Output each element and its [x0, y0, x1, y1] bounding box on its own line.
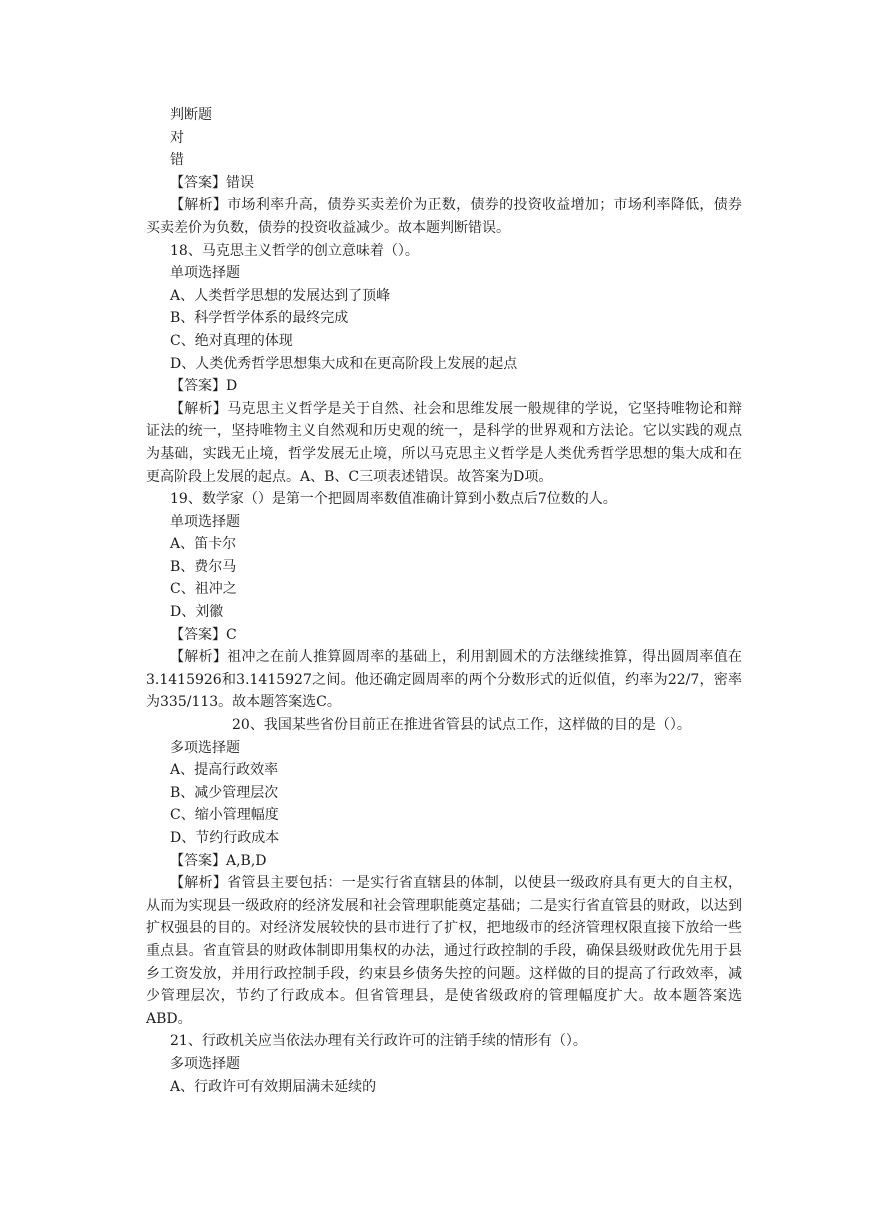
option-b: B、科学哲学体系的最终完成 [170, 310, 349, 327]
question-20 [146, 714, 746, 1030]
answer: 【答案】A,B,D [170, 852, 267, 869]
option-d: D、人类优秀哲学思想集大成和在更高阶段上发展的起点 [170, 355, 518, 372]
option-d: D、刘徽 [170, 604, 224, 621]
option-a: A、提高行政效率 [170, 762, 279, 779]
option-a: A、人类哲学思想的发展达到了顶峰 [170, 287, 391, 304]
question-17-tail [146, 104, 746, 240]
option-a: A、笛卡尔 [170, 536, 237, 553]
analysis: 【解析】祖冲之在前人推算圆周率的基础上，利用割圆术的方法继续推算，得出圆周率值在3.1415926和3.1415927之间。他还确定圆周率的两个分数形式的近似值，约率为22/7，密率为335/113。故本题答案选C。 [146, 649, 742, 711]
option-true: 对 [170, 129, 184, 146]
analysis: 【解析】市场利率升高，债券买卖差价为正数，债券的投资收益增加；市场利率降低，债券买卖差价为负数，债券的投资收益减少。故本题判断错误。 [146, 197, 742, 236]
question-type: 多项选择题 [170, 1055, 240, 1072]
analysis: 【解析】马克思主义哲学是关于自然、社会和思维发展一般规律的学说，它坚持唯物论和辩证法的统一，坚持唯物主义自然观和历史观的统一，是科学的世界观和方法论。它以实践的观点为基础，实践无止境，哲学发展无止境，所以马克思主义哲学是人类优秀哲学思想的集大成和在更高阶段上发展的起点。A、B、C三项表述错误。故答案为D项。 [146, 400, 742, 485]
answer: 【答案】错误 [170, 174, 254, 191]
option-c: C、祖冲之 [170, 581, 237, 598]
answer: 【答案】D [170, 378, 238, 395]
question-19 [146, 488, 746, 714]
option-a: A、行政许可有效期届满未延续的 [170, 1078, 377, 1095]
option-b: B、费尔马 [170, 558, 237, 575]
answer: 【答案】C [170, 626, 237, 643]
option-c: C、缩小管理幅度 [170, 807, 279, 824]
option-c: C、绝对真理的体现 [170, 332, 293, 349]
question-type: 判断题 [170, 107, 212, 123]
option-b: B、减少管理层次 [170, 784, 279, 801]
question-stem: 18、马克思主义哲学的创立意味着（）。 [170, 242, 419, 259]
question-type: 多项选择题 [170, 739, 240, 756]
question-21 [146, 1030, 746, 1098]
option-false: 错 [170, 152, 184, 169]
question-type: 单项选择题 [170, 513, 240, 530]
question-stem: 19、数学家（）是第一个把圆周率数值准确计算到小数点后7位数的人。 [170, 491, 617, 508]
analysis: 【解析】省管县主要包括：一是实行省直辖县的体制，以使县一级政府具有更大的自主权，从而为实现县一级政府的经济发展和社会管理职能奠定基础；二是实行省直管县的财政，以达到扩权强县的目的。对经济发展较快的县市进行了扩权，把地级市的经济管理权限直接下放给一些重点县。省直管县的财政体制即用集权的办法，通过行政控制的手段，确保县级财政优先用于县乡工资发放，并用行政控制手段，约束县乡债务失控的问题。这样做的目的提高了行政效率，减少管理层次，节约了行政成本。但省管理县，是使省级政府的管理幅度扩大。故本题答案选ABD。 [146, 875, 742, 1027]
option-d: D、节约行政成本 [170, 830, 280, 846]
question-type: 单项选择题 [170, 265, 240, 282]
document-page [146, 104, 746, 1098]
question-stem: 21、行政机关应当依法办理有关行政许可的注销手续的情形有（）。 [170, 1033, 587, 1050]
question-stem: 20、我国某些省份目前正在推进省管县的试点工作，这样做的目的是（）。 [232, 717, 691, 734]
question-18 [146, 240, 746, 489]
